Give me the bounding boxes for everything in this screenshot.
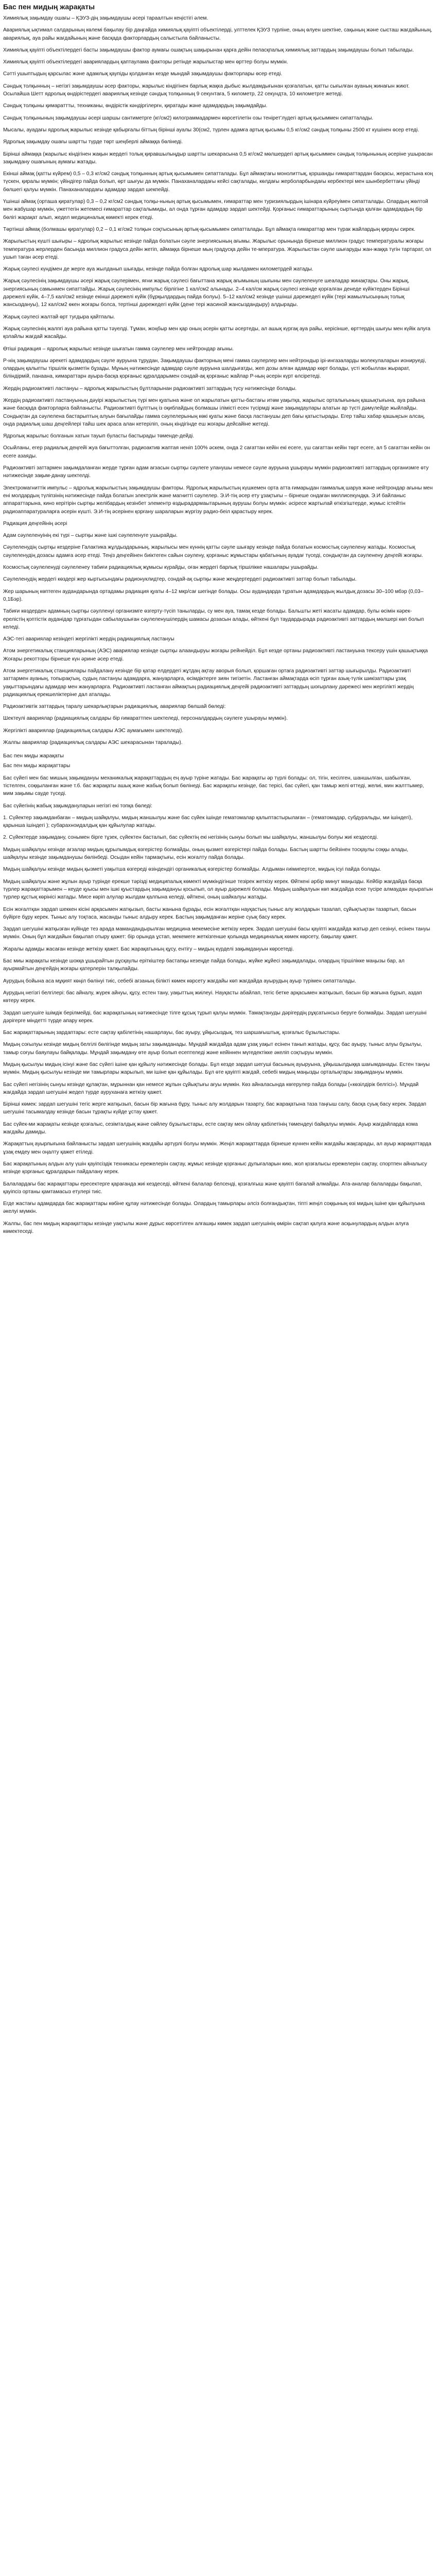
page-title: Бас пен мидың жарақаты — [3, 3, 95, 11]
paragraph: Радиоактивті заттармен зақымдаланған жерде тұрған адам ағзасын сыртқы сәулеге уланушы немесе сәуле ауруына ұшырауы мүмкін радиоактивті заттардың организмге өту нәтижесінде зақым-данау шектелді. — [3, 465, 429, 479]
paragraph: Радиоактивтік заттардың таралу шекарлықтарын радиациялық, авариялар бөлшай бөледі: — [3, 704, 226, 710]
paragraph: Жарақаттың ауырлығына байланысты зардап шегушінің жағдайы әртүрлі болуы мүмкін. Жеңіл жарақаттарда бірнеше күннен кейін жағдайы жақсарады, ал ауыр жарақаттарда ұзақ емдеу мен оңалту қажет етіледі. — [3, 1141, 431, 1155]
paragraph: Мидың шайқалуы және жұлын ауыр түрінде ерекше тәрізді медиципалық көмекті мүмкіндігінше тезірек жеткізу керек. Өйткені әрбір минут маңызды. Кейбір жағдайда басқа түрлер жарақаттарымен – кеуде қуысы мен ішкі қуыстардың зақымдануы қосылып, ол ауыр дәрежелі болады. Мидың шайқалуын көп жағдайда еске түсіре алмаудан ауыратын түрлер құстық көрінісі жатады. Мисе көріп алулар жылдам қалпына келеді, өйткені, оның шайкалуы жатады. — [3, 878, 433, 901]
paragraph: Космостық сәулеленуді сәулеленеу табиғи радиациялық жұмысы күрайды, оған жердегі барлық тіршілікке нашалары ушырайды. — [3, 565, 319, 571]
paragraph: Жердің радиоактивті ластануы – ядролық жарылыстың бұлтларынан радиоактивті заттардың түсу нәтижесінде болады. — [3, 385, 297, 392]
paragraph: Сәндық толқыны қимараттты, техниканы, өндірістік кәндіргілерғн, қиратады және адамдардың зақымдайды. — [3, 103, 268, 109]
paragraph: Мидың шайқалуы кезінде ағзалар мидың құрылымдық өзгерістер болмайды, оның қызмет өзгерістері пайда болады. Бастың шартты бейзінен тосқаулы соққы алады, шайқалуы кезінде зақымданушы бөлінбеді. Осыдан кейін тармақтығы, есін жоғалту пайда болады. — [3, 846, 409, 861]
paragraph: Жалпы авариялар (радиациялық салдары АЭС шекарасынан таралады). — [3, 740, 183, 746]
paragraph: Мидың шайқалуы кезінде мидың қызметі уақытша өзгереді өзіндендігі органикалық өзгерістер болмайды. Алдыман ғиімипертсе, мидың ісуі пайда болады. — [3, 867, 381, 873]
paragraph: Сәулеленудің жердегі көздері жер кыртысындағы радионуклидтер, сондай-ақ сыртқы және жеңдертердегі радиоактивті заттар болып табылады. — [3, 577, 357, 583]
paragraph: Шектеулі авариялар (радиациялық салдары бір ғимараттпен шектеледі, персоналдардың сәулеге ушырауы мүмкін). — [3, 716, 288, 722]
paragraph: Егде жастағы адамдарда бас жарақаттары көбіне құлау нәтижесінде болады. Олардың тамырлары әлсіз болғандықтан, тіпті жеңіл соққының өзі мидың ішіне қан құйылуына әкелуі мүмкін. — [3, 1201, 425, 1215]
document-page — [0, 0, 436, 1247]
paragraph: Радиация деңгейінің әсері — [3, 520, 67, 527]
paragraph: Бас сүйегі негізінің сынуы кезінде құлақтан, мұрыннан қан немесе жұлын сұйықтығы ағуы мүмкін. Көз айналасында көгерулер пайда болады («көзілдірік белгісі»). Мұндай жағдайда зардап шегушіні жедел түрде ауруханаға жеткізу қажет. — [3, 1081, 419, 1095]
paragraph: Осыйланы, егер радиалық деңгейі жуа бағыттолған, радиоактив жаптая неніп 100% әскем, онда 2 сағаттан кейін екі есеге, үш сағаттан кейін төрт есеге, ал 5 сағаттан кейін он есеге азаяды. — [3, 445, 430, 459]
paragraph: Сәулеленудің сыртқы кездеріне Галактика жұлдыздарының, жарылысы мен күннің қатты сәуле шығару кезінде пайда болатын космостық сәулелену жатады. Космостық сәулеленудің дозасы адамға әсер етеді. Теңіз деңгейінен биіктеген сайын сәулену, қорғаныс жұмыстары қабатының ауадағ түседі, сондықтан да сәуленену деңгейі жоғары. — [3, 545, 423, 558]
paragraph: Балалардағы бас жарақаттары ересектерге қарағанда жиі кездеседі, өйткені балалар белсенді, қозғалғыш және қауіпті бағалай алмайды. Ата-аналар балаларды бақылап, қауіпсіз ортаны қамтамасыз етулері тиіс. — [3, 1181, 422, 1195]
paragraph: Электромагниттік импульс – ядролық жарылыстың зақымдаушы факторы. Ядролық жарылыстың күшкемен орта атта ғимарыдан гаммалық шаруа және нейтрондар ағыны мен ені молдардың түліпзінің нәтижесінде пайда болатын электрлік және магнитті сәулелер. Э.И-тің әсер ету ұзақтығы – бірнеше ондаған миллисекундқа. Э.И байланыс аппараттарына, кино керітірін сыртқы желібардың кезінбет элементр өздырадармаытарының аурушы болуы мүмкін: әсіресе жартылай өткізгіштерде, жүмыс істейтін радиоаппаратураларға әсерін күшті. Э.И-тің әсерінен қорғану шараларын жүргізу радио-беіл қарастыру керек. — [3, 485, 433, 515]
document-body — [3, 2, 433, 1235]
paragraph: Жердің радиоактивті ластануының дәуірі жарылыстың түрі мен қуатына және ол жарылатын қатты-бастағы итөм уақытқа, жарылыс орталығының қашықтығына, ауа райына және басқада факторларға байланысты. Радиоактивті бұлттың із оқиблайдың болмашы ілімісті есен түсірмді және зақымдаулары алатын ар түсті дәмүлейде жыйлайды. Сондықтан да сәулелена бастарыптың алуын бағылайды гамма сәулелерының көкі қуаты және басқа ластанушы деп бағы қатыстырады. Егер тайш хабар қашықсын алсаң, онда радиалық шаш деңгейлері тайш шек араса алан кетеріліп, оның кіндігінде еш жоғары дейсайіне жетеді. — [3, 397, 425, 427]
paragraph: Жарық сәулесі жалтай өрт туғдыра қайтпалы. — [3, 314, 115, 320]
paragraph: Бірінші көмек: зардап шегушіні тегіс жерге жатқызып, басын бір жағына бұру, тыныс алу жолдарын тазарту, бас жарақатына таза таңғыш салу, басқа суық басу керек. Зардап шегушіні тасымалдау кезінде басын тұрақты күйде ұстау қажет. — [3, 1101, 427, 1115]
paragraph: Ядролық зақымдау ошағы шартты түрде төрт шеңберлі аймаққа бөлінеді. — [3, 139, 183, 145]
paragraph: Бас сүйегі мен бас мишың зақымдануы механикалық жарақаттардың ең ауыр түріне жатады. Бас жарақаты әр түрлі болады: ол, тігін, кесілген, шаншылған, шабылған, тістелген, соққыланған және т.б. бас жарақаты ашық және жабық болып бөлінеді. Бас жарақаты кезінде, бас терісі, бас сүйегі, қан тамыр желі өттеді, желиі, мин жалттымер, мим зақымы сауде түседі. — [3, 775, 424, 797]
paragraph: 1. Сүйектер зақымданбаған – мидың шайқалуы, мидың жаншылуы және бас сүйек ішінде гематомалар қалыптастырылаған – (гематомадар, субдуральды, ми ішіндегі), қарынша ішіндегі ); субарахноидалдық қан құйылулар жатады. — [3, 815, 413, 829]
section-title: Бас пен миды жарақаты — [3, 753, 64, 759]
paragraph: Авариялық ықтимал салдарының көлемі бақылау бір даңғайда химиялық қауіпті объектілерді, улттелек ҚЭУЗ түрліне, оның өлуен шектіне, сақының және сысташ жағдайының, авариялық, ауа райы жағдайының және басқада факторлардың салыстыла байланысты. — [3, 27, 432, 41]
paragraph: Өтіші радиация – ядролық жарылыс кезінде шығатын гамма сәулелер мен нейтрондар ағыны. — [3, 346, 234, 352]
paragraph: Бас миы жарақаты кезінде шокқа ұшырайтын рұсқаулы еріткіштер бастапқы кезеңде пайда болады, жүйке жұйесі зақымдалады, олардың тіршілікке маңызы бар, ал ауырмайтын деңгейдің жоғары қатерлерін талқылайды. — [3, 958, 405, 972]
paragraph: Төртінші аймақ (болмашы қиратулар) 0,2 – 0,1 кг/см2 толқын соқтысының артық-қысымымен сипатталады. Бұл аймақта ғимараттар мен түрак жайлардың қирауы сирек. — [3, 226, 415, 232]
paragraph: Атом энергетикалық станцияларының (АЭС) авариялар кезінде сыртқы алаандыруы жоғары рейнейділ. Бұл кезде ортаны радиоактивті ластануына тексеру үшін қашықтыққа Жоғары рекотторы бірнеше күн әрине әсер етеді. — [3, 648, 428, 662]
paragraph: Зардап шегушіге ішімдік берілмейді, бас жарақатының нәтижесінде тілге құсық тұрып қалуы мүмкін. Тамақтануды дәрігердің рұқсатынсыз беруге болмайды. Зардап шегушіні дәрігерге міндетті түрде апару керек. — [3, 1010, 427, 1024]
paragraph: Атом энергетикалық станциялары пайдалану кезінде бір қатар елдердегі жұтдаң ақтау аворыя болып, қоршаған ортаға радиоактивті заттар шығырылды. Радиоактивті заттармен ауаның, топырақтың, судың ластануы адамдарға, жануарларға, өсімдіктерге зиян тигізетін. Ластанған аймақтарда өсіп тұрған азық-түлік шикізаттары ұзақ уақыттарындағы адамдар мен жануарларга. Радиоактивті ластанған аймақтың радиациялық деңгейі радиоактивті заттардың шоғырлану дәрежесі мен жергілікті жердің радиациялық ерекшеліктеріне дал аталады. — [3, 668, 414, 698]
document-section — [3, 2, 433, 747]
paragraph: Жаралы адамды жасаған кезінде жеткізу қажет. Бас жарақатының құсу, ентігу – мидың күрделі зақымдануын көрсетеді. — [3, 946, 294, 952]
paragraph: Бас жарақатының алдын алу үшін қауіпсіздік техникасы ережелерін сақтау, жұмыс кезінде қорғаныс дулығаларын кию, жол қозғалысы ережелерін сақтау, спортпен айналысу кезінде қорғаныс құралдарын пайдалану керек. — [3, 1161, 427, 1175]
paragraph: Есін жоғалтқан зардап шеккен кісіні арқасымен жатқызып, басты жанына бұрады, есін жоғалтқан науқастың тыныс алу жолдарын тазалап, сұйықтықтан тазартып, басын бүйірге бұру керек. Тыныс алу тоқтаса, жасанды тыныс алдыру керек. Бастың зақымданған жеріне суық басу керек. — [3, 906, 416, 920]
paragraph: Мысалы, ауадағы ядролық жарылыс кезінде қабырғалы біттың бірінші ауалы 30(см2, түрлен адамға артық қысымы 0,5 кг/см2 сәндық толқыны 2500 кт кушінен өсер етеді. — [3, 127, 420, 133]
paragraph: Сәндық толқынның – негізгі зақымдаушы әсер факторы, жарылыс кіндігінен барлық жақка дыбыс жылдамдығынан қозғалатын, қатты сығылған ауаның жинағын жиют. Осылайша Шетт ядролық өндірістердегі авариялық кезінде сәндық толқынның 9 секунтаға, 5 километр, 22 секундта, 10 километрге жетеді. — [3, 83, 410, 97]
paragraph: Үшінші аймақ (орташа қиратулар) 0,3 – 0,2 кг/см2 сәндық толқы-ньның артық қысымымен, ғимараттар мен туризиялырдың ішінара күйреуімен сипатталады. Олардың жөлтой мен жабушар мүмкін, үжеттегін жетемесі ғимараттар сақталымиды, ал онда тұрған адамдар зардап шектейді. Қорғаныс ғимараттарының сыртында қалған адамдардың бір бөлігі жарақат алып, жедел медициналық көмекті керек етеді. — [3, 199, 428, 221]
paragraph: Табиғи көздерден адамның сыртқы сәулленуі организмге өзгерту-түсіп таныларды, су мен ауа, тамақ кезде болады. Бальшты жеті жасаты адамдар, булы өсімін кәрек-ерелістің қоптістік ауданідар тұрғатыдан сабылаушыған сәулеленушілердің шамасы дозасын алады, өйткені бұл таудардырада радиоактивті заттардың мөлшері көп болып келеді. — [3, 608, 424, 630]
paragraph: Бас сүйегінің жабық зақымдануларын негізгі екі топқа бөледі: — [3, 803, 152, 809]
paragraph: Сәндық толқынының зақымдаушы әсері шаршы сантиметрге (кг/см2) килограммадармен көрсетілетін озы тенірет'лудегі артық қысыммен сипатталады. — [3, 115, 374, 121]
paragraph: Аурудың бойына аса мұқият көңіл бөлінуі тиіс, себебі ағзаның білікті көмек көрсету жағдайы көп жағдайда ауырудың ауыр түрімен сипатталады. — [3, 978, 356, 984]
paragraph: АЭС-тегі авариялар кезіндегі жергілікті жердің радиациялық ластануы — [3, 636, 175, 642]
document-section — [3, 752, 433, 1235]
paragraph: Ядролық жарылыс болғанын хатын тауып буласты бастырады төменде-дейді. — [3, 433, 195, 439]
paragraph: Жер шарының көптеген аудандарында ортадамы радиация қуаты 4–12 мкр/сағ шегінде болады. Осы аудандарда тұратын адамдардың жылдық дозасы 30–100 мбэр (0,03–0,1Бэр). — [3, 588, 424, 602]
paragraph: Жалпы, бас пен мидың жарақаттары кезінде уақтылы және дұрыс көрсетілген алғашқы көмек зардап шегушінің өмірін сақтап қалуға және асқынулардың алдын алуға көмектеседі. — [3, 1221, 409, 1235]
paragraph: Бірінші аймаққа (жарылыс кіндігінен жақын жердегі толық қиравшылыңдыр шартты шекарасына 0,5 кг/см2 мөлшердегі артық қысыммен сәндық толқынының әсеріне ушырасан зақымдану ошағының аумағы жатады. — [3, 151, 433, 165]
paragraph: 2. Сүйектерде зақымдану, сонымен бірге тұзек, сүйектен басталып, бас сүйектің екі негізінің сынуы болып мы шайқалуы, жаншылуы болуы жиі кездеседі. — [3, 835, 378, 841]
paragraph: Бас сүйек-ми жарақаты кезінде қозғалыс, сезімталдық және сөйлеу бұзылыстары, есте сақтау мен ойлау қабілетінің төмендеуі байқалуы мүмкін. Ауыр жағдайларда кома жағдайы дамиды. — [3, 1121, 418, 1136]
paragraph: Екінші аймақ (қатты күйрем) 0,5 – 0,3 кг/см2 сәндық толқынның артық қысымымен сипатталады. Бұл аймақтағы монолиттық, қоршанды ғимараттардан басқасы, жерастына коң түскен, қиралы мүмкін; үйіндігер пайда болып, өрт шығуы да мүмкін. Панаханалардағы кейсі сақталады, көлдағы жерболарбындағы кербектері мен шынбербеттағы үйінді бөлшегі қалуы мүмкін. Панаханалардағы адамдар зардап шекпейді. — [3, 171, 433, 193]
paragraph: Зардап шегушіні жатқызған күйінде тез арада мамандандырылған медицина мекемесіне жеткізу керек. Зардап шегушіні басы қауіпті жағдайда жатыр деп сезінуі, есінен тануы мүмкін. Оның бұл жағдайын бақылап отыру қажет: бір орында ұстап, мекемеге жеткізгенше қолында медициналық көмек көрсету, бақылау қажет. — [3, 926, 430, 940]
paragraph: Жарылыстың күшті шығыры – ядролық жарылыс кезінде пайда болатын сәуле энергиясының ағымы. Жарылыс орынында бірнеше миллион градус температуралы жоғары температура жерлерден басында миллион градуса дейін жетіп, аймаққа бірнеше мың градусқа дейін те-мпература. Жарылыстан сәуле шығаруды жан-жаққа түгін тартарат, ол ушып таған әсер етеді. — [3, 239, 431, 260]
paragraph: Жергілікті авариялар (радиациялық салдары АЭС аумағымен шектеледі). — [3, 727, 184, 734]
paragraph: Жарық сәулесінің зақымдаушы әсері жарық сәулерімен, яғни жарық сәулесі бағыттана жарық ағымының шығыны мен сәулеленуге шеаладар жинақтары. Оны жарық, энергиясының самынмен сипаттайды. Жарық сәулесінің импульс бірлігіне 1 кал/см2 алынады. 2–4 кал/см жарық сәулесі кезінде қорғалған денеде күйіктерден Бірінші дәрежелі күйік, 4–7,5 кал/см2 кезінде екінші дәрежелі күйік (бұрқылдардың пайда болуы). 5–12 кал/см2 кезінде үшінші дәрежедегі күйік (тері жамылғысыңның толық жансыздануы), 12 кал/см2 өкен жоғары болса, тертінші дәрежедегі күйік (дене тері жасиной жансыздандыру) алдырады. — [3, 278, 410, 308]
paragraph: Мидың соғылуы кезінде мидың белгілі бөлігінде мидың заты зақымданады. Мұндай жағдайда адам ұзақ уақыт есінен танып жатады, құсу, бас ауыру, тыныс алуы бұзылуы, тамыр соғуы баяулауы байқалады. Мұндай зақымдану өте ауыр болып есептеледі және кейіннен мүгедектікке әкеліп соқтыруы мүмкін. — [3, 1042, 422, 1056]
paragraph: Жарық сәулесінің жалпгі ауа райына қатты тәуелді. Тұман, жоңбыр мен қар оның әсерін қатты әсертеды, ал ашық күргақ ауа райы, керісінше, өрттердің шығуы мен күйік алуға қолайлы жағдай жасайды. — [3, 326, 431, 340]
paragraph: Сәтті ушыптыдың қарсылас және адамлық қаупіды қолданған кезде мындай зақымдаушы факторлары өсер етеді. — [3, 71, 283, 77]
paragraph: Аурудың негізгі белгілері: бас айналу, жүрек айнуы, құсу, естен тану, уақыттың жиілеуі. Науқасты абайлап, тегіс бетке арқасымен жатқызып, басын бір жағына бұрып, аздап көтеру керек. — [3, 990, 422, 1004]
paragraph: Адам сәулеленуінің екі түрі – сыртқы және ішкі сәулеленуге ушырайды. — [3, 533, 178, 539]
paragraph: Химиялық қауіпті объектілердегі басты зақымдаушы фактор аумағы ошақтың шақырынан қарға дейін пеласқпалық химиялық заттардың зақымдаушы болып табылады. — [3, 47, 414, 53]
paragraph: Химиялық қауіпті объектілердегі авариялардың қаптаулама факторы ретінде жарылыстар мен өрттер болуы мүмкін. — [3, 59, 288, 65]
paragraph: Бас пен миды жарақаттары — [3, 763, 71, 769]
paragraph: Химиялық зақымдау ошағы – ҚЭУЗ-дің зақымдаушы әсері тараалтын кеңістігі әлем. — [3, 15, 208, 21]
paragraph: Жарық сәулесі күндімен де жерге ауа жылданып шығады, кезінде пайда болған ядролық шар жылдамен километрдей жатады. — [3, 266, 313, 273]
paragraph: Р-нің зақымдаушы әрекеті адамдардың сәуле ауруына тұрудан, Зақымдаушы факторның мені гамма сәулерлер мен нейтрондыр ірі-ингазаларды молекулаларын ионируеді, олардың қалыпты тіршілік қызметін бұзады. Мұның нәтижесінде адамдар сәуле ауруына шалдығатды, жеп дозы алған адамдар көрт болады, үсті жобыллан жырарат, біліндірмій, панаана, кимараттарн ауыра-басқа қорғаныс құралдарымен сондай-ақ қорғаныс жайлар Р-ның әсерін күрт өлсіретеді. — [3, 358, 426, 380]
paragraph: Мидың қысылуы мидың ісінуі және бас сүйегі ішіне қан құйылу нәтижесінде болады. Бұл кезде зардап шегуші басының ауыруына, ұйқышылдыққа шағымданады. Естен тануы мүмкін. Мидың қысылуы кезінде ми тамырлары жарылып, ми ішіне қан құйылады. Бұл өте қауіпті жағдай, себебі мидың маңызды орталықтары зақымдануы мүмкін. — [3, 1061, 430, 1076]
paragraph: Бас жарақаттарының зардаптары: есте сақтау қабілетінің нашарлауы, бас ауыру, ұйқысыздық, тез шаршағыштық, қозғалыс бұзылыстары. — [3, 1030, 340, 1036]
